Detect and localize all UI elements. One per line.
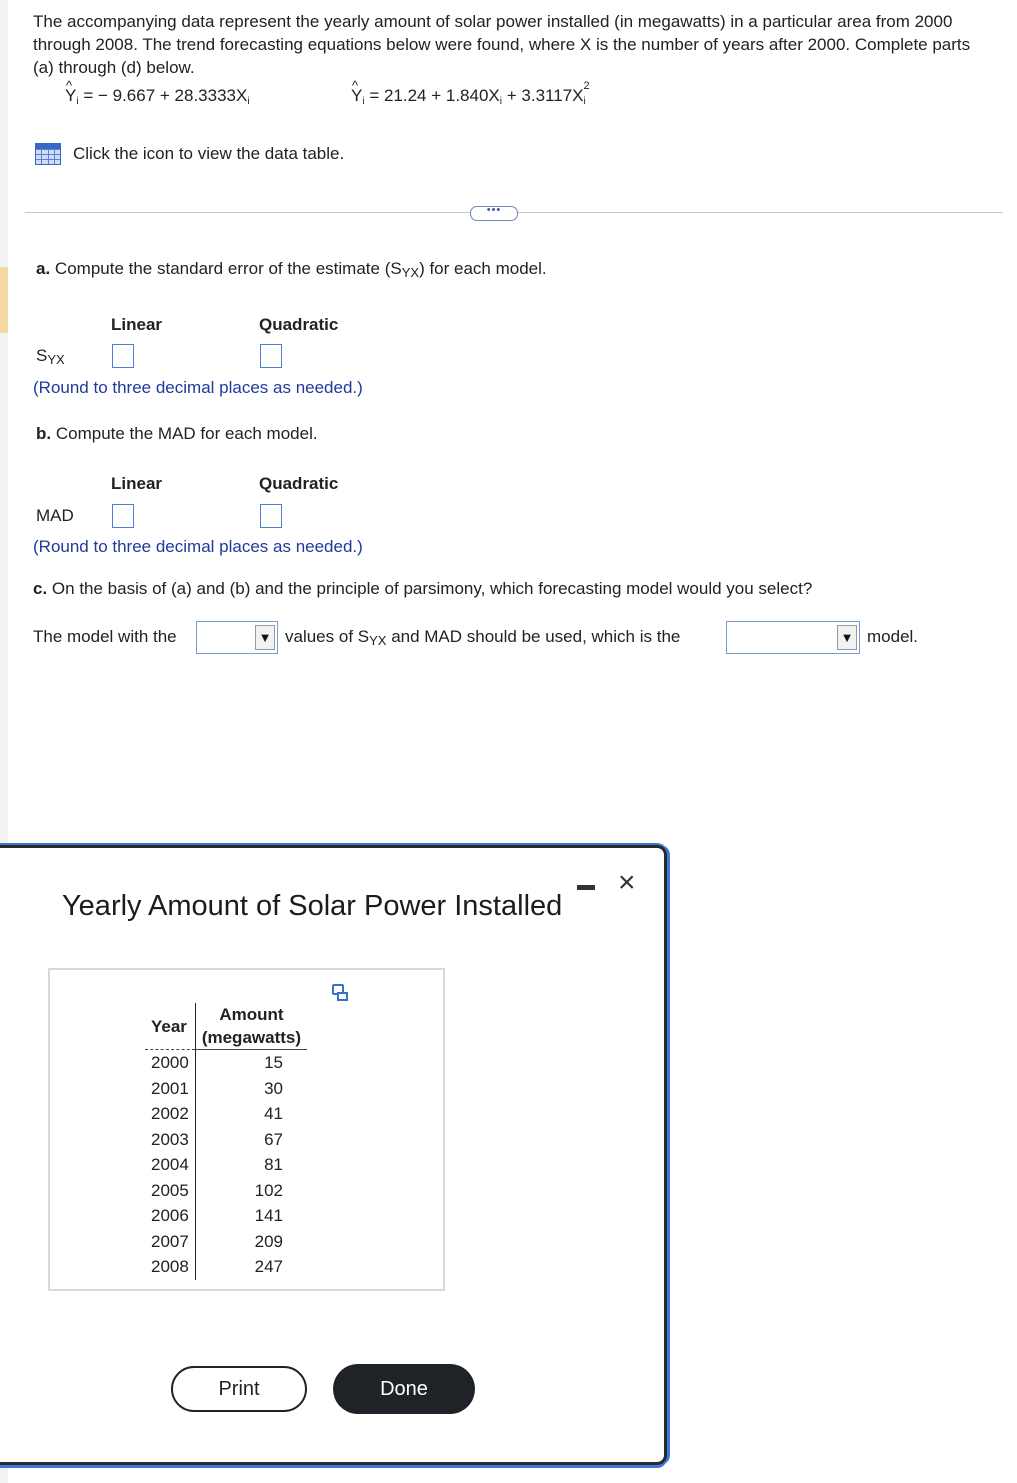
view-data-table-link[interactable] <box>35 143 344 165</box>
round-hint-a: (Round to three decimal places as needed.) <box>33 378 363 397</box>
copy-icon[interactable] <box>332 984 344 995</box>
mad-quadratic-input[interactable] <box>260 504 282 528</box>
problem-intro: The accompanying data represent the yearly amount of solar power installed (in megawatts) in a particular area from 2000 through 2008. The trend forecasting equations below were found, where X is the number of years after 2000. Complete parts (a) through (d) below. <box>33 12 971 77</box>
part-b-question: b. Compute the MAD for each model. <box>36 424 318 443</box>
sentence-text-2: values of $S_{YX}$ and MAD should be used, which is the <box>285 627 681 648</box>
lower-higher-dropdown[interactable] <box>196 621 278 654</box>
col-header-quadratic: Quadratic <box>259 315 339 334</box>
current-part-marker <box>0 267 8 333</box>
table-row: 2000 15 <box>145 1050 307 1076</box>
table-row: 2002 41 <box>145 1101 307 1127</box>
sentence-text-1: The model with the <box>33 627 177 646</box>
table-row: 2001 30 <box>145 1076 307 1102</box>
solar-data-table <box>145 1003 307 1280</box>
data-table-dialog <box>0 845 667 1465</box>
data-link-text: Click the icon to view the data table. <box>73 144 345 163</box>
print-button[interactable]: Print <box>171 1366 307 1412</box>
row-label-mad: MAD <box>36 506 74 525</box>
mad-linear-input[interactable] <box>112 504 134 528</box>
col-header-quadratic: Quadratic <box>259 474 339 493</box>
sentence-text-3: model. <box>867 627 919 646</box>
linear-equation: ^ $Y_i$ = − $9.667 + 28.3333X_i$ <box>65 84 250 114</box>
col-header-linear: Linear <box>111 474 163 493</box>
chevron-down-icon[interactable]: ▼ <box>255 625 275 650</box>
table-row: 2003 67 <box>145 1127 307 1153</box>
y-hat-symbol: ^ Y <box>351 84 362 108</box>
table-row: 2005 102 <box>145 1178 307 1204</box>
part-c-answer-sentence <box>33 621 993 655</box>
expand-more-button[interactable]: ••• <box>470 206 518 221</box>
chevron-down-icon[interactable]: ▼ <box>837 625 857 650</box>
col-header-linear: Linear <box>111 315 163 334</box>
minimize-icon[interactable] <box>577 885 595 890</box>
model-type-dropdown[interactable] <box>726 621 860 654</box>
part-a-question: a. Compute the standard error of the estimate $(S_{YX})$ for each model. <box>36 259 547 280</box>
syx-linear-input[interactable] <box>112 344 134 368</box>
part-c-question: c. On the basis of (a) and (b) and the principle of parsimony, which forecasting model would you select? <box>33 579 813 598</box>
table-row: 2004 81 <box>145 1152 307 1178</box>
round-hint-b: (Round to three decimal places as needed.) <box>33 537 363 556</box>
table-row: 2006 141 <box>145 1203 307 1229</box>
table-grid-icon[interactable] <box>35 143 61 165</box>
syx-quadratic-input[interactable] <box>260 344 282 368</box>
table-row: 2008 247 <box>145 1254 307 1280</box>
row-label-syx: $S_{YX}$ <box>36 346 65 367</box>
header-amount: Amount (megawatts) <box>195 1003 307 1050</box>
y-hat-symbol: ^ Y <box>65 84 76 108</box>
close-icon[interactable]: × <box>618 866 636 899</box>
header-year: Year <box>145 1003 195 1050</box>
done-button[interactable]: Done <box>333 1364 475 1414</box>
quadratic-equation: ^ $Y_i = 21.24 + 1.840X_i + 3.3117X$ 2 $_i$ <box>351 84 586 114</box>
data-table-panel <box>48 968 445 1291</box>
dialog-title: Yearly Amount of Solar Power Installed <box>62 890 563 922</box>
table-row: 2007 209 <box>145 1229 307 1255</box>
